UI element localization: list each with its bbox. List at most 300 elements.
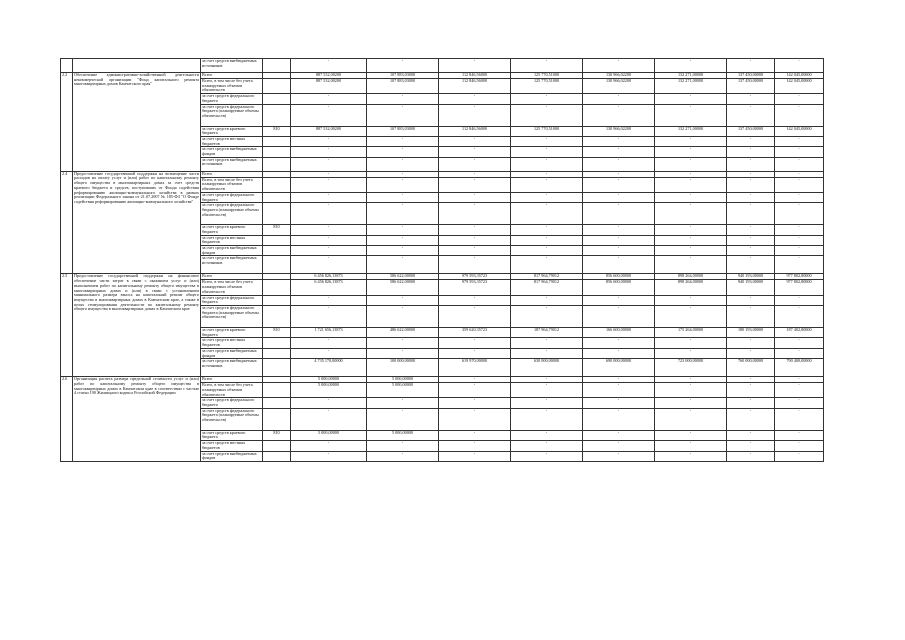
- funding-source: Всего: [201, 73, 263, 79]
- budget-code: [263, 94, 291, 104]
- amount-cell: -: [291, 203, 367, 225]
- amount-cell: -: [583, 59, 655, 73]
- amount-cell: -: [367, 235, 439, 245]
- amount-cell: 137 450,00000: [727, 73, 775, 79]
- amount-cell: -: [583, 147, 655, 157]
- amount-cell: 5 000,00000: [291, 383, 367, 398]
- amount-cell: -: [775, 295, 824, 305]
- funding-source: Всего, в том числе без учета планируемых объемов обязательств: [201, 177, 263, 192]
- budget-code: 810: [263, 327, 291, 337]
- amount-cell: -: [655, 256, 727, 274]
- amount-cell: -: [439, 256, 511, 274]
- amount-cell: -: [727, 157, 775, 171]
- amount-cell: -: [511, 408, 583, 430]
- amount-cell: -: [583, 398, 655, 408]
- funding-source: за счет средств внебюджетных фондов: [201, 147, 263, 157]
- amount-cell: -: [583, 225, 655, 235]
- amount-cell: -: [511, 104, 583, 126]
- amount-cell: -: [775, 451, 824, 461]
- amount-cell: -: [727, 430, 775, 440]
- amount-cell: 6 456 826,13873: [291, 274, 367, 280]
- amount-cell: -: [727, 348, 775, 358]
- amount-cell: -: [367, 171, 439, 177]
- table-row: [61, 59, 824, 73]
- amount-cell: -: [367, 305, 439, 327]
- amount-cell: -: [727, 192, 775, 202]
- amount-cell: -: [727, 104, 775, 126]
- amount-cell: 112 846,56000: [439, 79, 511, 94]
- amount-cell: -: [775, 136, 824, 146]
- amount-cell: 107 883,03000: [367, 73, 439, 79]
- amount-cell: -: [511, 94, 583, 104]
- amount-cell: -: [775, 225, 824, 235]
- amount-cell: 5 000,00000: [367, 383, 439, 398]
- item-description: Организация расчета размера предельной стоимости услуг и (или) работ по капитальному ремонту общего имущества в многоквартирных домах в Камчатском крае в соответствии с частью 4 статьи 190 Жилищного кодекса Российской Федерации: [73, 377, 201, 462]
- amount-cell: 130 966,02200: [583, 79, 655, 94]
- item-description: [73, 59, 201, 73]
- budget-code: [263, 147, 291, 157]
- amount-cell: 112 846,56000: [439, 126, 511, 136]
- amount-cell: -: [367, 408, 439, 430]
- amount-cell: -: [511, 171, 583, 177]
- budget-code: 810: [263, 225, 291, 235]
- amount-cell: -: [367, 441, 439, 451]
- amount-cell: 940 193,00000: [727, 274, 775, 280]
- amount-cell: -: [291, 338, 367, 348]
- amount-cell: -: [439, 59, 511, 73]
- budget-code: [263, 79, 291, 94]
- amount-cell: 107 883,03000: [367, 126, 439, 136]
- amount-cell: -: [367, 203, 439, 225]
- funding-source: за счет средств внебюджетных фондов: [201, 451, 263, 461]
- amount-cell: -: [583, 246, 655, 256]
- amount-cell: -: [439, 383, 511, 398]
- budget-code: [263, 408, 291, 430]
- amount-cell: -: [775, 430, 824, 440]
- amount-cell: 5 000,00000: [291, 377, 367, 383]
- funding-source: за счет средств краевого бюджета: [201, 126, 263, 136]
- amount-cell: -: [775, 377, 824, 383]
- funding-source: за счет средств федерального бюджета (планируемые объемы обязательств): [201, 408, 263, 430]
- amount-cell: -: [727, 171, 775, 177]
- amount-cell: -: [583, 136, 655, 146]
- funding-table: [60, 58, 824, 462]
- amount-cell: -: [655, 136, 727, 146]
- amount-cell: 137 450,00000: [727, 79, 775, 94]
- amount-cell: -: [291, 94, 367, 104]
- amount-cell: -: [583, 295, 655, 305]
- amount-cell: -: [775, 383, 824, 398]
- amount-cell: -: [775, 171, 824, 177]
- amount-cell: 142 045,00000: [775, 126, 824, 136]
- amount-cell: 898 264,00000: [655, 274, 727, 280]
- amount-cell: -: [583, 171, 655, 177]
- amount-cell: 977 802,80000: [775, 274, 824, 280]
- budget-code: [263, 256, 291, 274]
- budget-code: [263, 104, 291, 126]
- amount-cell: -: [583, 383, 655, 398]
- amount-cell: -: [727, 451, 775, 461]
- amount-cell: -: [775, 157, 824, 171]
- amount-cell: -: [511, 305, 583, 327]
- amount-cell: -: [655, 430, 727, 440]
- amount-cell: 586 622,00000: [367, 280, 439, 295]
- amount-cell: -: [655, 192, 727, 202]
- amount-cell: -: [291, 225, 367, 235]
- amount-cell: 630 000,00000: [511, 359, 583, 377]
- amount-cell: 586 622,00000: [367, 274, 439, 280]
- amount-cell: 898 264,00000: [655, 280, 727, 295]
- amount-cell: -: [583, 104, 655, 126]
- amount-cell: 5 000,00000: [367, 430, 439, 440]
- amount-cell: -: [291, 451, 367, 461]
- amount-cell: -: [655, 398, 727, 408]
- amount-cell: -: [511, 451, 583, 461]
- item-number: 2.5: [61, 274, 73, 377]
- funding-source: за счет средств федерального бюджета: [201, 295, 263, 305]
- amount-cell: -: [775, 338, 824, 348]
- amount-cell: -: [291, 398, 367, 408]
- amount-cell: 977 802,80000: [775, 280, 824, 295]
- amount-cell: 856 600,00000: [583, 274, 655, 280]
- amount-cell: -: [775, 59, 824, 73]
- amount-cell: -: [655, 408, 727, 430]
- amount-cell: -: [511, 256, 583, 274]
- amount-cell: 166 600,00000: [583, 327, 655, 337]
- amount-cell: -: [655, 94, 727, 104]
- amount-cell: 187 402,80000: [775, 327, 824, 337]
- amount-cell: -: [583, 408, 655, 430]
- amount-cell: -: [775, 305, 824, 327]
- amount-cell: 790 400,00000: [775, 359, 824, 377]
- funding-source: Всего, в том числе без учета планируемых объемов обязательств: [201, 79, 263, 94]
- amount-cell: -: [727, 59, 775, 73]
- amount-cell: -: [727, 256, 775, 274]
- budget-code: [263, 280, 291, 295]
- amount-cell: -: [367, 59, 439, 73]
- amount-cell: -: [511, 157, 583, 171]
- amount-cell: 486 622,00000: [367, 327, 439, 337]
- amount-cell: -: [583, 157, 655, 171]
- amount-cell: -: [439, 305, 511, 327]
- amount-cell: 359 620,35723: [439, 327, 511, 337]
- amount-cell: -: [655, 348, 727, 358]
- amount-cell: -: [511, 348, 583, 358]
- amount-cell: -: [775, 177, 824, 192]
- amount-cell: -: [775, 94, 824, 104]
- amount-cell: -: [583, 235, 655, 245]
- amount-cell: -: [727, 441, 775, 451]
- budget-code: [263, 235, 291, 245]
- amount-cell: -: [775, 256, 824, 274]
- amount-cell: -: [655, 177, 727, 192]
- amount-cell: -: [291, 59, 367, 73]
- budget-code: [263, 348, 291, 358]
- amount-cell: -: [511, 192, 583, 202]
- amount-cell: -: [291, 348, 367, 358]
- budget-code: [263, 359, 291, 377]
- funding-source: за счет средств внебюджетных источников: [201, 157, 263, 171]
- amount-cell: -: [439, 104, 511, 126]
- amount-cell: -: [439, 147, 511, 157]
- amount-cell: -: [291, 246, 367, 256]
- funding-source: за счет средств федерального бюджета (планируемые объемы обязательств): [201, 203, 263, 225]
- amount-cell: -: [727, 147, 775, 157]
- amount-cell: 6 456 826,13873: [291, 280, 367, 295]
- amount-cell: -: [511, 430, 583, 440]
- budget-code: [263, 338, 291, 348]
- amount-cell: -: [367, 94, 439, 104]
- amount-cell: -: [727, 94, 775, 104]
- funding-source: за счет средств внебюджетных источников: [201, 59, 263, 73]
- amount-cell: -: [583, 451, 655, 461]
- amount-cell: -: [291, 408, 367, 430]
- amount-cell: -: [727, 383, 775, 398]
- amount-cell: -: [291, 177, 367, 192]
- funding-source: за счет средств местных бюджетов: [201, 338, 263, 348]
- amount-cell: 1 721 656,13873: [291, 327, 367, 337]
- amount-cell: 887 532,00200: [291, 79, 367, 94]
- amount-cell: -: [439, 338, 511, 348]
- amount-cell: -: [655, 338, 727, 348]
- amount-cell: -: [727, 408, 775, 430]
- funding-source: Всего, в том числе без учета планируемых объемов обязательств: [201, 280, 263, 295]
- amount-cell: -: [439, 136, 511, 146]
- amount-cell: -: [439, 171, 511, 177]
- funding-source: за счет средств внебюджетных источников: [201, 256, 263, 274]
- amount-cell: 817 964,79012: [511, 274, 583, 280]
- funding-source: за счет средств федерального бюджета (планируемые объемы обязательств): [201, 305, 263, 327]
- amount-cell: 142 045,00000: [775, 73, 824, 79]
- amount-cell: -: [439, 348, 511, 358]
- amount-cell: -: [775, 192, 824, 202]
- amount-cell: -: [655, 157, 727, 171]
- funding-source: за счет средств федерального бюджета: [201, 192, 263, 202]
- amount-cell: 175 264,00000: [655, 327, 727, 337]
- amount-cell: -: [291, 104, 367, 126]
- amount-cell: -: [727, 295, 775, 305]
- amount-cell: -: [583, 348, 655, 358]
- funding-source: Всего: [201, 274, 263, 280]
- amount-cell: -: [727, 225, 775, 235]
- budget-code: 810: [263, 430, 291, 440]
- amount-cell: 723 000,00000: [655, 359, 727, 377]
- amount-cell: -: [511, 235, 583, 245]
- amount-cell: -: [439, 398, 511, 408]
- program-funding-table-page: [60, 58, 823, 462]
- amount-cell: 619 970,00000: [439, 359, 511, 377]
- amount-cell: -: [727, 203, 775, 225]
- amount-cell: -: [727, 136, 775, 146]
- amount-cell: -: [439, 246, 511, 256]
- budget-code: 810: [263, 126, 291, 136]
- amount-cell: -: [439, 203, 511, 225]
- amount-cell: -: [655, 377, 727, 383]
- amount-cell: -: [291, 441, 367, 451]
- amount-cell: -: [775, 398, 824, 408]
- funding-source: за счет средств местных бюджетов: [201, 136, 263, 146]
- budget-code: [263, 157, 291, 171]
- funding-source: Всего: [201, 377, 263, 383]
- item-description: Обеспечение административно-хозяйственной деятельности некоммерческой организации "Фонд капитального ремонта многоквартирных домов Камчатского края": [73, 73, 201, 172]
- amount-cell: -: [655, 104, 727, 126]
- amount-cell: -: [511, 383, 583, 398]
- amount-cell: -: [291, 171, 367, 177]
- amount-cell: -: [367, 295, 439, 305]
- amount-cell: -: [655, 441, 727, 451]
- funding-source: за счет средств внебюджетных источников: [201, 359, 263, 377]
- funding-source: за счет средств федерального бюджета (планируемые объемы обязательств): [201, 104, 263, 126]
- funding-source: за счет средств краевого бюджета: [201, 225, 263, 235]
- amount-cell: 132 271,00000: [655, 79, 727, 94]
- budget-code: [263, 203, 291, 225]
- amount-cell: -: [367, 338, 439, 348]
- budget-code: [263, 136, 291, 146]
- amount-cell: -: [367, 256, 439, 274]
- item-description: Предоставление государственной поддержки на возмещение части расходов на оплату услуг и (или) работ по капитальному ремонту общего имущества в многоквартирных домах за счет средств краевого бюджета и средств, поступивших от Фонда содействия реформированию жилищно-коммунального хозяйства в рамках реализации Федерального закона от 21.07.2007 № 185-ФЗ "О Фонде содействия реформированию жилищно-коммунального хозяйства": [73, 171, 201, 274]
- amount-cell: -: [775, 348, 824, 358]
- amount-cell: 690 000,00000: [583, 359, 655, 377]
- amount-cell: -: [511, 177, 583, 192]
- amount-cell: -: [439, 177, 511, 192]
- amount-cell: 132 271,00000: [655, 126, 727, 136]
- budget-code: [263, 398, 291, 408]
- amount-cell: -: [583, 192, 655, 202]
- amount-cell: -: [367, 177, 439, 192]
- amount-cell: 100 000,00000: [367, 359, 439, 377]
- budget-code: [263, 441, 291, 451]
- amount-cell: -: [291, 147, 367, 157]
- budget-code: [263, 451, 291, 461]
- amount-cell: -: [291, 256, 367, 274]
- item-number: 2.4: [61, 171, 73, 274]
- item-number: 2.6: [61, 377, 73, 462]
- amount-cell: -: [439, 451, 511, 461]
- amount-cell: 5 000,00000: [367, 377, 439, 383]
- amount-cell: -: [583, 441, 655, 451]
- amount-cell: 137 450,00000: [727, 126, 775, 136]
- amount-cell: 180 193,00000: [727, 327, 775, 337]
- amount-cell: -: [511, 203, 583, 225]
- amount-cell: -: [291, 136, 367, 146]
- amount-cell: -: [775, 441, 824, 451]
- amount-cell: 107 883,03000: [367, 79, 439, 94]
- funding-source: за счет средств внебюджетных фондов: [201, 348, 263, 358]
- amount-cell: 125 770,51000: [511, 79, 583, 94]
- amount-cell: -: [583, 338, 655, 348]
- budget-code: [263, 383, 291, 398]
- amount-cell: -: [727, 338, 775, 348]
- amount-cell: -: [583, 377, 655, 383]
- budget-code: [263, 305, 291, 327]
- funding-table-body: [61, 59, 824, 462]
- amount-cell: -: [655, 225, 727, 235]
- amount-cell: -: [727, 377, 775, 383]
- amount-cell: 125 770,51000: [511, 126, 583, 136]
- amount-cell: -: [655, 246, 727, 256]
- amount-cell: -: [291, 192, 367, 202]
- item-number: [61, 59, 73, 73]
- amount-cell: -: [367, 398, 439, 408]
- amount-cell: -: [655, 59, 727, 73]
- funding-source: за счет средств федерального бюджета: [201, 94, 263, 104]
- amount-cell: -: [439, 441, 511, 451]
- amount-cell: 887 532,00200: [291, 126, 367, 136]
- amount-cell: -: [439, 225, 511, 235]
- amount-cell: -: [511, 441, 583, 451]
- item-number: 2.2: [61, 73, 73, 172]
- amount-cell: 132 271,00000: [655, 73, 727, 79]
- funding-source: за счет средств краевого бюджета: [201, 327, 263, 337]
- amount-cell: -: [775, 246, 824, 256]
- amount-cell: -: [655, 235, 727, 245]
- amount-cell: 130 966,02200: [583, 73, 655, 79]
- amount-cell: -: [439, 235, 511, 245]
- amount-cell: -: [367, 246, 439, 256]
- amount-cell: -: [727, 246, 775, 256]
- amount-cell: -: [583, 430, 655, 440]
- amount-cell: -: [367, 192, 439, 202]
- amount-cell: -: [655, 203, 727, 225]
- budget-code: [263, 59, 291, 73]
- amount-cell: -: [583, 305, 655, 327]
- amount-cell: -: [511, 398, 583, 408]
- funding-source: за счет средств федерального бюджета: [201, 398, 263, 408]
- amount-cell: 887 532,00200: [291, 73, 367, 79]
- amount-cell: -: [511, 377, 583, 383]
- funding-source: за счет средств краевого бюджета: [201, 430, 263, 440]
- amount-cell: -: [511, 295, 583, 305]
- amount-cell: -: [583, 256, 655, 274]
- amount-cell: 760 000,00000: [727, 359, 775, 377]
- amount-cell: -: [727, 398, 775, 408]
- amount-cell: -: [367, 451, 439, 461]
- amount-cell: -: [439, 94, 511, 104]
- amount-cell: 130 966,02200: [583, 126, 655, 136]
- amount-cell: -: [583, 94, 655, 104]
- amount-cell: -: [439, 377, 511, 383]
- item-description: Предоставление государственной поддержки на финансовое обеспечение части затрат в связи с оказанием услуг и (или) выполнением работ по капитальному ремонту общего имущества в многоквартирных домах и (или) в связи с установлением минимального размера взноса на капитальный ремонт общего имущества в многоквартирных домах в Камчатском крае, а также в целях стимулирования деятельности по капитальному ремонту общего имущества в многоквартирных домах в Камчатском крае: [73, 274, 201, 377]
- amount-cell: 142 045,00000: [775, 79, 824, 94]
- amount-cell: -: [583, 177, 655, 192]
- amount-cell: -: [291, 305, 367, 327]
- amount-cell: 125 770,51000: [511, 73, 583, 79]
- amount-cell: -: [775, 235, 824, 245]
- amount-cell: -: [727, 235, 775, 245]
- amount-cell: 940 193,00000: [727, 280, 775, 295]
- amount-cell: -: [367, 104, 439, 126]
- amount-cell: 187 964,79012: [511, 327, 583, 337]
- amount-cell: -: [291, 295, 367, 305]
- amount-cell: -: [655, 451, 727, 461]
- amount-cell: -: [439, 408, 511, 430]
- amount-cell: -: [511, 246, 583, 256]
- funding-source: Всего, в том числе без учета планируемых объемов обязательств: [201, 383, 263, 398]
- amount-cell: -: [511, 225, 583, 235]
- amount-cell: -: [775, 104, 824, 126]
- amount-cell: -: [367, 225, 439, 235]
- amount-cell: -: [439, 157, 511, 171]
- funding-source: за счет средств местных бюджетов: [201, 441, 263, 451]
- amount-cell: -: [655, 295, 727, 305]
- amount-cell: 979 593,35723: [439, 274, 511, 280]
- amount-cell: -: [727, 177, 775, 192]
- amount-cell: -: [291, 157, 367, 171]
- amount-cell: 856 600,00000: [583, 280, 655, 295]
- amount-cell: 5 000,00000: [291, 430, 367, 440]
- amount-cell: -: [511, 136, 583, 146]
- amount-cell: -: [439, 192, 511, 202]
